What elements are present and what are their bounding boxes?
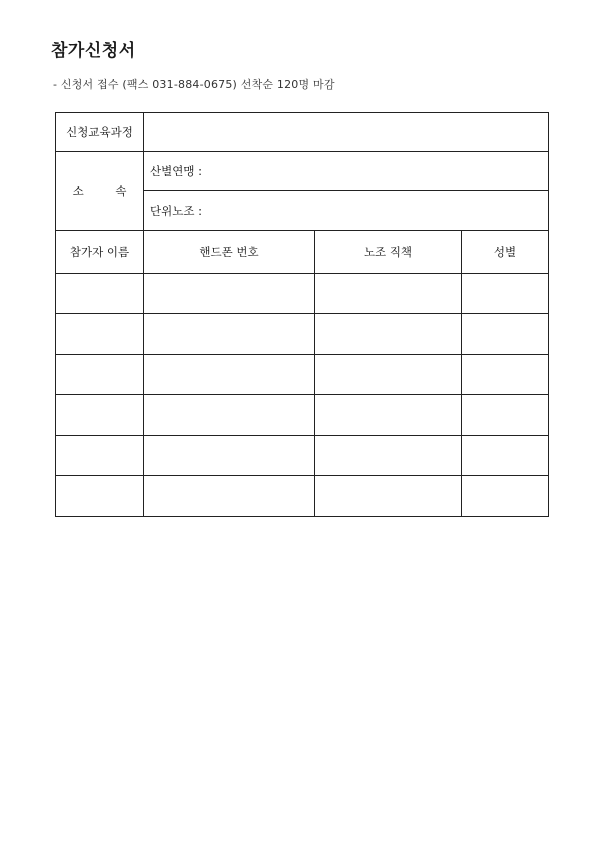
participant-name-cell[interactable] [56, 476, 144, 517]
phone-number-cell[interactable] [144, 314, 315, 355]
phone-number-cell[interactable] [144, 395, 315, 436]
union-position-cell[interactable] [315, 274, 462, 314]
gender-cell[interactable] [462, 436, 549, 476]
industrial-union-label: 산별연맹 : [150, 164, 202, 178]
course-row [56, 113, 549, 152]
participant-name-cell[interactable] [56, 355, 144, 395]
submission-note: - 신청서 접수 (팩스 031-884-0675) 선착순 120명 마감 [53, 78, 335, 91]
phone-number-cell[interactable] [144, 476, 315, 517]
participant-name-cell[interactable] [56, 274, 144, 314]
table-row [56, 436, 549, 476]
header-participant-name: 참가자 이름 [56, 231, 144, 274]
gender-cell[interactable] [462, 274, 549, 314]
affiliation-row-1 [56, 152, 549, 191]
local-union-label: 단위노조 : [150, 203, 202, 218]
union-position-cell[interactable] [315, 355, 462, 395]
table-row [56, 314, 549, 355]
application-form-table [55, 112, 549, 517]
participant-name-cell[interactable] [56, 436, 144, 476]
table-row [56, 355, 549, 395]
union-position-cell[interactable] [315, 395, 462, 436]
affiliation-label: 소 속 [56, 152, 144, 231]
gender-cell[interactable] [462, 476, 549, 517]
participant-header-row [56, 231, 549, 274]
participant-name-cell[interactable] [56, 395, 144, 436]
page-title: 참가신청서 [51, 41, 136, 61]
industrial-union-field[interactable] [144, 152, 549, 191]
local-union-field[interactable] [144, 191, 549, 231]
union-position-cell[interactable] [315, 436, 462, 476]
header-gender: 성별 [462, 231, 549, 274]
phone-number-cell[interactable] [144, 436, 315, 476]
gender-cell[interactable] [462, 395, 549, 436]
gender-cell[interactable] [462, 314, 549, 355]
table-row [56, 274, 549, 314]
union-position-cell[interactable] [315, 476, 462, 517]
header-phone-number: 핸드폰 번호 [144, 231, 315, 274]
phone-number-cell[interactable] [144, 355, 315, 395]
table-row [56, 476, 549, 517]
participant-name-cell[interactable] [56, 314, 144, 355]
gender-cell[interactable] [462, 355, 549, 395]
phone-number-cell[interactable] [144, 274, 315, 314]
course-label: 신청교육과정 [56, 113, 144, 152]
table-row [56, 395, 549, 436]
union-position-cell[interactable] [315, 314, 462, 355]
header-union-position: 노조 직책 [315, 231, 462, 274]
course-input[interactable] [144, 113, 549, 152]
